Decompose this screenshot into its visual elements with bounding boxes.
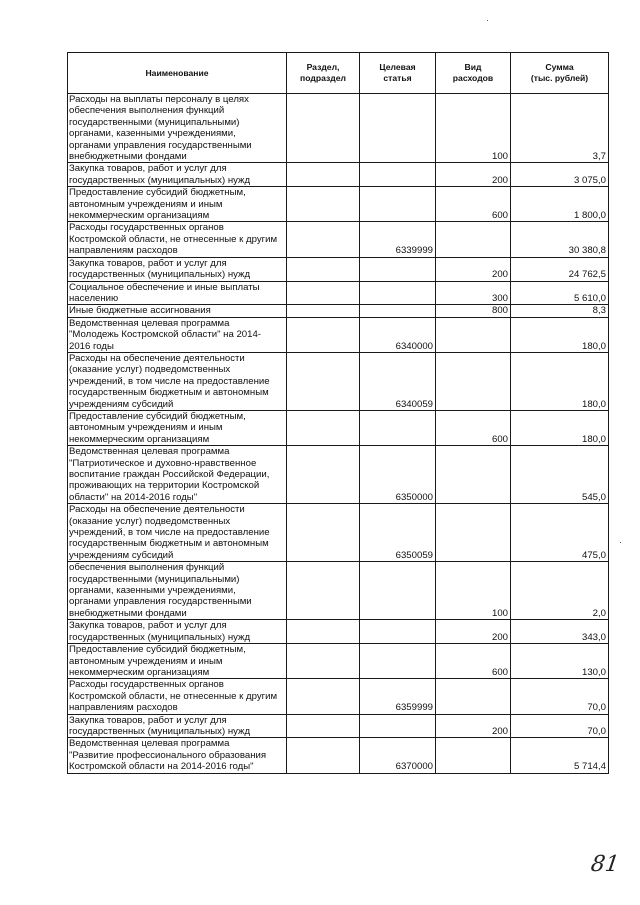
row-name-line: Ведомственная целевая программа xyxy=(69,738,230,750)
table-row xyxy=(68,504,609,562)
row-name-line: "Патриотическое и духовно-нравственное xyxy=(69,457,257,469)
row-sum: 70,0 xyxy=(511,679,609,714)
row-section xyxy=(287,187,360,222)
row-article xyxy=(360,305,436,317)
scan-speck xyxy=(620,542,621,543)
row-kind: 100 xyxy=(436,562,511,620)
row-kind: 600 xyxy=(436,187,511,222)
row-kind xyxy=(436,317,511,352)
row-name-line: Расходы на выплаты персоналу в целях xyxy=(69,94,249,105)
row-name-line: некоммерческим организациям xyxy=(69,210,210,222)
row-section xyxy=(287,317,360,352)
row-name-line: Иные бюджетные ассигнования xyxy=(69,305,211,317)
row-name xyxy=(68,738,287,773)
row-name-line: автономным учреждениям и иным xyxy=(69,198,223,210)
table-row xyxy=(68,620,609,644)
row-name-line: "Развитие профессионального образования xyxy=(69,749,267,761)
budget-table xyxy=(67,52,609,774)
row-name-line: Предоставление субсидий бюджетным, xyxy=(69,644,246,656)
scan-speck xyxy=(487,20,488,21)
row-name-line: воспитание граждан Российской Федерации, xyxy=(69,469,270,480)
row-name-line: органами, казенными учреждениями, xyxy=(69,128,236,140)
table-body xyxy=(68,94,609,774)
row-article xyxy=(360,187,436,222)
row-name-line: органами управления государственными xyxy=(69,139,252,151)
row-name-line: органами управления государственными xyxy=(69,596,252,608)
row-article xyxy=(360,257,436,281)
row-name-line: автономным учреждениям и иным xyxy=(69,655,223,667)
row-sum: 3 075,0 xyxy=(511,163,609,187)
table-row xyxy=(68,281,609,305)
row-name-line: проживающих на территории Костромской xyxy=(69,480,260,492)
row-name-line: Расходы государственных органов xyxy=(69,222,224,234)
row-name-line: обеспечения выполнения функций xyxy=(69,105,225,117)
row-sum: 70,0 xyxy=(511,714,609,738)
row-kind xyxy=(436,352,511,410)
row-kind: 200 xyxy=(436,620,511,644)
row-name-line: Расходы на обеспечение деятельности xyxy=(69,504,245,516)
row-name xyxy=(68,94,287,163)
row-sum: 545,0 xyxy=(511,446,609,504)
row-section xyxy=(287,679,360,714)
row-name xyxy=(68,222,287,257)
row-section xyxy=(287,94,360,163)
table-row xyxy=(68,644,609,679)
row-article: 6359999 xyxy=(360,679,436,714)
row-name-line: государственным бюджетным и автономным xyxy=(69,538,269,550)
row-sum: 180,0 xyxy=(511,317,609,352)
row-name-line: "Молодежь Костромской области" на 2014- xyxy=(69,329,262,341)
row-sum: 130,0 xyxy=(511,644,609,679)
row-section xyxy=(287,738,360,773)
row-name-line: государственных (муниципальных) нужд xyxy=(69,174,251,186)
table-row xyxy=(68,163,609,187)
row-article xyxy=(360,714,436,738)
row-sum: 5 610,0 xyxy=(511,281,609,305)
page-number: 81 xyxy=(589,852,621,877)
row-article xyxy=(360,562,436,620)
header-section: Раздел, подраздел xyxy=(287,53,360,94)
table-row xyxy=(68,679,609,714)
row-name-line: государственными (муниципальными) xyxy=(69,116,240,128)
row-name xyxy=(68,317,287,352)
row-name-line: некоммерческим организациям xyxy=(69,666,210,678)
row-section xyxy=(287,352,360,410)
table-row xyxy=(68,352,609,410)
row-name-line: Костромской области, не отнесенные к другим xyxy=(69,233,278,245)
row-name-line: Закупка товаров, работ и услуг для xyxy=(69,257,227,269)
row-article xyxy=(360,281,436,305)
table-row xyxy=(68,94,609,163)
row-name-line: Ведомственная целевая программа xyxy=(69,317,230,329)
row-name xyxy=(68,257,287,281)
row-name-line: направлениям расходов xyxy=(69,245,178,257)
row-article: 6340000 xyxy=(360,317,436,352)
table-row xyxy=(68,222,609,257)
row-name-line: Закупка товаров, работ и услуг для xyxy=(69,714,227,726)
row-kind: 600 xyxy=(436,410,511,445)
table-header xyxy=(68,53,609,94)
row-section xyxy=(287,222,360,257)
row-kind: 200 xyxy=(436,257,511,281)
row-sum: 475,0 xyxy=(511,504,609,562)
row-article: 6339999 xyxy=(360,222,436,257)
table-row xyxy=(68,714,609,738)
row-sum: 1 800,0 xyxy=(511,187,609,222)
row-article xyxy=(360,644,436,679)
row-sum: 180,0 xyxy=(511,410,609,445)
row-name xyxy=(68,620,287,644)
row-name-line: населению xyxy=(69,292,119,304)
row-section xyxy=(287,281,360,305)
row-name-line: области" на 2014-2016 годы" xyxy=(69,491,198,503)
row-name xyxy=(68,305,287,317)
row-name-line: Костромской области, не отнесенные к другим xyxy=(69,690,278,702)
row-name-line: автономным учреждениям и иным xyxy=(69,422,223,434)
row-kind: 600 xyxy=(436,644,511,679)
row-name xyxy=(68,410,287,445)
row-name xyxy=(68,163,287,187)
row-name-line: обеспечения выполнения функций xyxy=(69,562,225,574)
row-name-line: государственными (муниципальными) xyxy=(69,573,240,585)
row-section xyxy=(287,305,360,317)
row-name-line: некоммерческим организациям xyxy=(69,433,210,445)
table-row xyxy=(68,446,609,504)
row-section xyxy=(287,163,360,187)
row-section xyxy=(287,714,360,738)
row-name-line: направлениям расходов xyxy=(69,702,178,714)
row-article xyxy=(360,620,436,644)
row-section xyxy=(287,257,360,281)
row-name-line: учреждениям субсидий xyxy=(69,398,174,410)
row-name xyxy=(68,679,287,714)
row-name-line: государственным бюджетным и автономным xyxy=(69,387,269,399)
row-article: 6350000 xyxy=(360,446,436,504)
table-row xyxy=(68,257,609,281)
row-section xyxy=(287,620,360,644)
header-article: Целевая статья xyxy=(360,53,436,94)
row-article xyxy=(360,94,436,163)
row-kind xyxy=(436,446,511,504)
row-kind xyxy=(436,679,511,714)
row-kind: 200 xyxy=(436,163,511,187)
row-sum: 24 762,5 xyxy=(511,257,609,281)
row-name-line: органами, казенными учреждениями, xyxy=(69,585,236,597)
row-article: 6350059 xyxy=(360,504,436,562)
row-kind xyxy=(436,222,511,257)
row-name-line: учреждений, в том числе на предоставление xyxy=(69,527,270,539)
row-name-line: Расходы на обеспечение деятельности xyxy=(69,352,245,364)
row-name-line: учреждениям субсидий xyxy=(69,549,174,561)
row-kind: 800 xyxy=(436,305,511,317)
row-kind xyxy=(436,738,511,773)
row-section xyxy=(287,644,360,679)
row-name-line: Костромской области на 2014-2016 годы" xyxy=(69,761,254,773)
row-article: 6340059 xyxy=(360,352,436,410)
row-sum: 2,0 xyxy=(511,562,609,620)
table-row xyxy=(68,410,609,445)
row-name-line: государственных (муниципальных) нужд xyxy=(69,725,251,737)
row-kind: 300 xyxy=(436,281,511,305)
row-name-line: государственных (муниципальных) нужд xyxy=(69,631,251,643)
row-name-line: государственных (муниципальных) нужд xyxy=(69,269,251,281)
row-name xyxy=(68,504,287,562)
row-name-line: 2016 годы xyxy=(69,340,114,352)
row-name-line: Закупка товаров, работ и услуг для xyxy=(69,620,227,632)
row-kind xyxy=(436,504,511,562)
row-name xyxy=(68,714,287,738)
row-section xyxy=(287,504,360,562)
row-name-line: Предоставление субсидий бюджетным, xyxy=(69,187,246,199)
row-name-line: внебюджетными фондами xyxy=(69,607,187,619)
row-name-line: Предоставление субсидий бюджетным, xyxy=(69,410,246,422)
row-name-line: внебюджетными фондами xyxy=(69,151,187,163)
row-name-line: Ведомственная целевая программа xyxy=(69,446,230,458)
row-kind: 100 xyxy=(436,94,511,163)
row-name xyxy=(68,187,287,222)
header-name: Наименование xyxy=(68,53,287,94)
table-row xyxy=(68,738,609,773)
row-section xyxy=(287,562,360,620)
row-kind: 200 xyxy=(436,714,511,738)
row-sum: 343,0 xyxy=(511,620,609,644)
row-article: 6370000 xyxy=(360,738,436,773)
row-name xyxy=(68,281,287,305)
row-name-line: (оказание услуг) подведомственных xyxy=(69,364,231,376)
header-sum: Сумма (тыс. рублей) xyxy=(511,53,609,94)
row-sum: 180,0 xyxy=(511,352,609,410)
row-name xyxy=(68,352,287,410)
table-row xyxy=(68,187,609,222)
row-article xyxy=(360,163,436,187)
row-sum: 8,3 xyxy=(511,305,609,317)
header-kind: Вид расходов xyxy=(436,53,511,94)
row-sum: 3,7 xyxy=(511,94,609,163)
row-name-line: Расходы государственных органов xyxy=(69,679,224,691)
row-section xyxy=(287,446,360,504)
row-name-line: учреждений, в том числе на предоставление xyxy=(69,375,270,387)
row-name-line: (оказание услуг) подведомственных xyxy=(69,515,231,527)
row-name xyxy=(68,446,287,504)
row-sum: 5 714,4 xyxy=(511,738,609,773)
row-name-line: Закупка товаров, работ и услуг для xyxy=(69,163,227,175)
table-row xyxy=(68,305,609,317)
table-row xyxy=(68,317,609,352)
row-section xyxy=(287,410,360,445)
row-sum: 30 380,8 xyxy=(511,222,609,257)
row-article xyxy=(360,410,436,445)
row-name-line: Социальное обеспечение и иные выплаты xyxy=(69,281,260,293)
table-row xyxy=(68,562,609,620)
row-name xyxy=(68,644,287,679)
row-name xyxy=(68,562,287,620)
